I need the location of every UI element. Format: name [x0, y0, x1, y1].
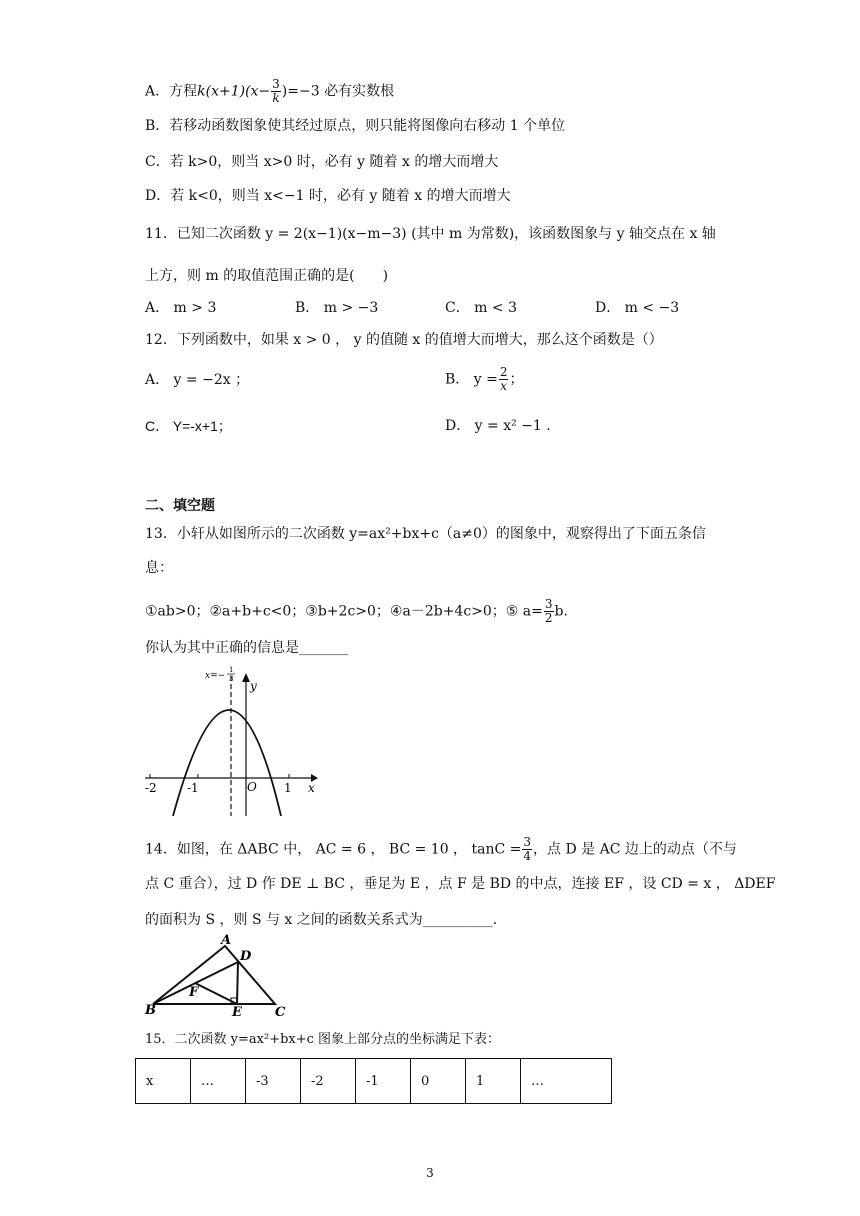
fraction-denominator: 2 — [544, 611, 553, 625]
table-cell: x — [136, 1059, 191, 1104]
q13-stem-line2: 息： — [145, 560, 173, 576]
q15-stem: 15．二次函数 y=ax²+bx+c 图象上部分点的坐标满足下表： — [145, 1032, 501, 1047]
q10-option-a-fraction — [271, 78, 281, 105]
q12-option-b-fraction — [499, 366, 509, 393]
vertex-label: E — [232, 1005, 242, 1016]
q10-option-d: D．若 k<0，则当 x<−1 时，必有 y 随着 x 的增大而增大 — [145, 188, 511, 204]
x-axis-label: x — [308, 781, 315, 795]
q10-option-b: B．若移动函数图象使其经过原点，则只能将图像向右移动 1 个单位 — [145, 118, 566, 134]
q11-option-d: D． m < −3 — [595, 300, 680, 316]
vertex-label: C — [275, 1005, 286, 1016]
fraction-numerator: 3 — [272, 77, 280, 91]
q13-stem-line1: 13．小轩从如图所示的二次函数 y=ax²+bx+c（a≠0）的图象中，观察得出了下面五条信 — [145, 526, 706, 542]
symmetry-frac-den: 3 — [229, 675, 234, 683]
q11-option-a: A． m > 3 — [145, 300, 217, 316]
table-cell: 1 — [466, 1059, 521, 1104]
fraction-numerator: 2 — [499, 365, 508, 379]
fraction-numerator: 3 — [544, 597, 553, 611]
fraction-denominator: 4 — [523, 849, 532, 863]
q14-line1-suffix: ，点 D 是 AC 边上的动点（不与 — [533, 841, 737, 858]
q12-option-b-suffix: ； — [509, 371, 524, 388]
q10-option-c: C．若 k>0，则当 x>0 时，必有 y 随着 x 的增大而增大 — [145, 154, 499, 170]
q14-line1-text: 14．如图，在 ΔABC 中， AC = 6 ， BC = 10 ， tanC = — [145, 841, 522, 858]
q14-triangle-figure — [143, 934, 293, 1016]
q13-items-fraction — [544, 598, 554, 625]
vertex-label: A — [221, 934, 232, 948]
q15-value-table — [135, 1058, 612, 1104]
tick-label: -1 — [187, 781, 199, 795]
section-heading: 二、填空题 — [145, 498, 215, 514]
q13-question: 你认为其中正确的信息是_______ — [145, 640, 348, 656]
q10-option-a-prefix: A．方程 — [145, 83, 198, 100]
q14-line3: 的面积为 S ，则 S 与 x 之间的函数关系式为__________. — [145, 912, 498, 928]
tick-label: -2 — [145, 781, 157, 795]
table-cell: -3 — [246, 1059, 301, 1104]
vertex-label: F — [189, 985, 199, 1000]
q14-tan-fraction — [522, 836, 532, 863]
vertex-label: B — [145, 1003, 156, 1016]
y-axis-arrow — [242, 673, 250, 682]
q11-stem-line2: 上方，则 m 的取值范围正确的是( ) — [145, 268, 389, 284]
table-cell: … — [521, 1059, 612, 1104]
q12-stem: 12．下列函数中，如果 x > 0 ， y 的值随 x 的值增大而增大，那么这个函数是（） — [145, 332, 663, 348]
q13-items-text: ①ab>0；②a+b+c<0；③b+2c>0；④a－2b+4c>0；⑤ a= — [145, 603, 543, 620]
q10-option-a-expr-post: )=−3 — [281, 83, 320, 100]
fraction-denominator: x — [500, 379, 508, 393]
q13-items-suffix: b. — [554, 603, 568, 620]
table-cell: -2 — [301, 1059, 356, 1104]
q12-option-c: C． Y=-x+1； — [145, 418, 232, 434]
fraction-numerator: 3 — [523, 835, 532, 849]
page-number: 3 — [426, 1166, 434, 1180]
symmetry-label: x=− — [205, 671, 226, 681]
q13-items — [145, 598, 568, 625]
q12-option-a: A． y = −2x ； — [145, 372, 250, 388]
y-axis-label: y — [250, 679, 257, 693]
q10-option-a-suffix: 必有实数根 — [324, 83, 395, 100]
q10-option-a — [145, 78, 394, 105]
q14-line1 — [145, 836, 737, 863]
table-cell: 0 — [411, 1059, 466, 1104]
q12-option-b-prefix: B． y = — [445, 371, 498, 388]
table-cell: … — [191, 1059, 246, 1104]
q11-option-b: B． m > −3 — [295, 300, 379, 316]
q10-option-a-expr: k(x+1)(x− — [197, 83, 271, 100]
q12-option-d: D． y = x² −1 . — [445, 418, 551, 434]
vertex-label: D — [240, 949, 252, 964]
symmetry-frac-num: 1 — [229, 666, 234, 674]
tick-label: 1 — [284, 781, 292, 795]
q12-option-b — [445, 366, 523, 393]
table-row — [136, 1059, 612, 1104]
table-cell: -1 — [356, 1059, 411, 1104]
q11-stem-line1: 11．已知二次函数 y = 2(x−1)(x−m−3) (其中 m 为常数)，该函数图象与 y 轴交点在 x 轴 — [145, 226, 716, 242]
fraction-denominator: k — [272, 91, 280, 105]
q14-line2: 点 C 重合），过 D 作 DE ⊥ BC ，垂足为 E ，点 F 是 BD 的中点，连接 EF ，设 CD = x ， ΔDEF — [145, 876, 776, 892]
q11-option-c: C． m < 3 — [445, 300, 517, 316]
q13-parabola-graph — [143, 664, 319, 816]
parabola-curve — [173, 710, 281, 816]
origin-label: O — [247, 780, 257, 794]
